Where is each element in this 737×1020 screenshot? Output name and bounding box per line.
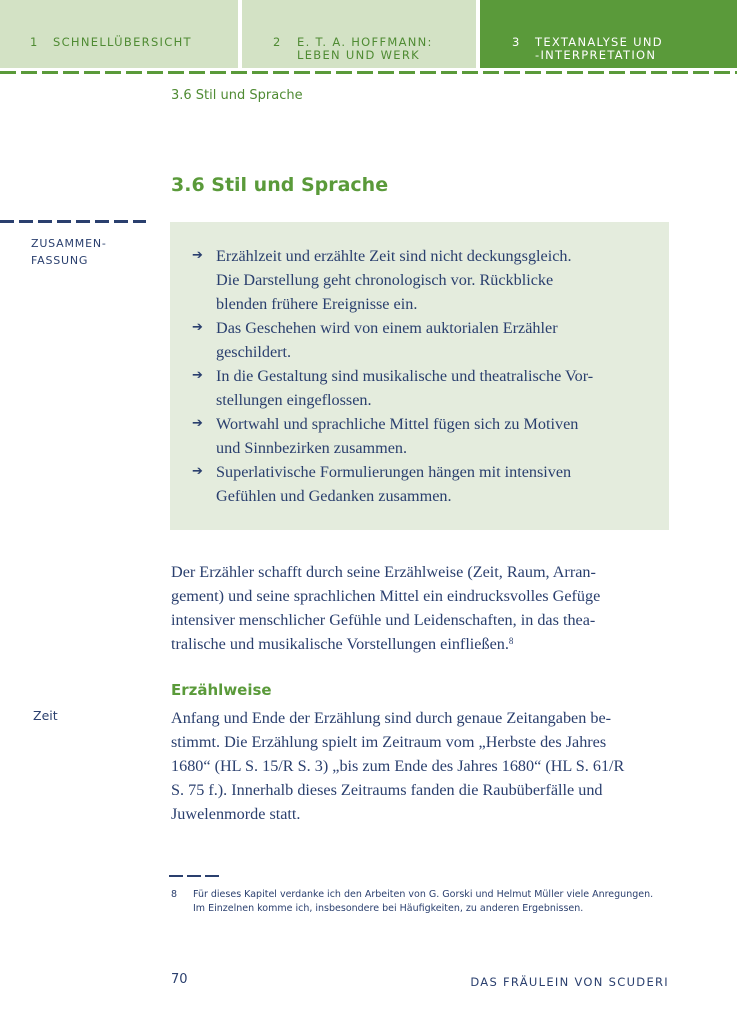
footnote: [171, 888, 669, 916]
summary-item: [192, 412, 645, 460]
paragraph-line: Der Erzähler schafft durch seine Erzählweise (Zeit, Raum, Arran-: [171, 563, 596, 581]
summary-line: geschildert.: [216, 343, 292, 361]
paragraph-line: gement) und seine sprachlichen Mittel ein eindrucksvolles Gefüge: [171, 587, 601, 605]
tab-number: 3: [512, 35, 521, 49]
paragraph-line: S. 75 f.). Innerhalb dieses Zeitraums fanden die Raubüberfälle und: [171, 781, 603, 799]
summary-line: blenden frühere Ereignisse ein.: [216, 295, 418, 313]
tab-number: 1: [30, 35, 39, 49]
page-number: 70: [171, 972, 188, 987]
paragraph-line: Anfang und Ende der Erzählung sind durch genaue Zeitangaben be-: [171, 709, 612, 727]
tab-schnelluebersicht[interactable]: [0, 0, 238, 68]
margin-label-line: FASSUNG: [31, 254, 89, 267]
summary-line: Superlativische Formulierungen hängen mit intensiven: [216, 463, 572, 481]
tab-textanalyse-active[interactable]: [480, 0, 737, 68]
summary-item: [192, 460, 645, 508]
tab-number: 2: [273, 35, 282, 49]
tab-label-line: TEXTANALYSE UND: [535, 35, 663, 49]
footnote-line: Für dieses Kapitel verdanke ich den Arbeiten von G. Gorski und Helmut Müller viele Anregungen.: [193, 889, 654, 900]
paragraph-line: Juwelenmorde statt.: [171, 805, 301, 823]
footnote-reference[interactable]: 8: [508, 636, 514, 646]
tab-label-line: LEBEN UND WERK: [297, 48, 420, 62]
summary-line: Wortwahl und sprachliche Mittel fügen sich zu Motiven: [216, 415, 579, 433]
arrow-right-icon: ➔: [192, 464, 203, 479]
margin-dashed-rule: [0, 220, 146, 223]
paragraph-line: 1680“ (HL S. 15/R S. 3) „bis zum Ende des Jahres 1680“ (HL S. 61/R: [171, 757, 625, 775]
arrow-right-icon: ➔: [192, 368, 203, 383]
book-title: DAS FRÄULEIN VON SCUDERI: [470, 975, 669, 989]
summary-item: [192, 364, 645, 412]
subheading: Erzählweise: [171, 681, 272, 699]
paragraph-line: stimmt. Die Erzählung spielt im Zeitraum vom „Herbste des Jahres: [171, 733, 607, 751]
tab-label-line: -INTERPRETATION: [535, 48, 657, 62]
tab-label: [297, 36, 433, 62]
summary-line: stellungen eingeflossen.: [216, 391, 372, 409]
summary-line: und Sinnbezirken zusammen.: [216, 439, 408, 457]
footnote-line: Im Einzelnen komme ich, insbesondere bei Häufigkeiten, zu anderen Ergebnissen.: [193, 903, 584, 914]
summary-line: Gefühlen und Gedanken zusammen.: [216, 487, 452, 505]
summary-line: Erzählzeit und erzählte Zeit sind nicht deckungsgleich.: [216, 247, 572, 265]
tab-label-line: E. T. A. HOFFMANN:: [297, 35, 433, 49]
paragraph-line: tralische und musikalische Vorstellungen einfließen.: [171, 635, 509, 653]
body-paragraph: [171, 560, 669, 656]
tab-label-line: SCHNELLÜBERSICHT: [53, 35, 192, 49]
header-dashed-rule: [0, 71, 737, 74]
footnote-dashed-rule: [169, 875, 219, 877]
summary-item: [192, 316, 645, 364]
summary-item: [192, 244, 645, 316]
footnote-number: 8: [171, 889, 178, 900]
margin-label-time: Zeit: [33, 708, 58, 723]
body-paragraph: [171, 706, 669, 826]
tab-leben-und-werk[interactable]: [242, 0, 476, 68]
summary-box: [170, 222, 669, 530]
summary-line: In die Gestaltung sind musikalische und theatralische Vor-: [216, 367, 594, 385]
paragraph-line: intensiver menschlicher Gefühle und Leidenschaften, in das thea-: [171, 611, 596, 629]
margin-label-line: ZUSAMMEN-: [31, 237, 107, 250]
arrow-right-icon: ➔: [192, 320, 203, 335]
tab-label: [53, 36, 192, 49]
tab-label: [535, 36, 663, 62]
chapter-tabs: [0, 0, 737, 70]
section-heading: 3.6 Stil und Sprache: [171, 174, 389, 196]
running-head: 3.6 Stil und Sprache: [171, 88, 303, 103]
arrow-right-icon: ➔: [192, 248, 203, 263]
margin-label-summary: [31, 235, 107, 269]
summary-line: Das Geschehen wird von einem auktorialen Erzähler: [216, 319, 558, 337]
summary-line: Die Darstellung geht chronologisch vor. Rückblicke: [216, 271, 554, 289]
arrow-right-icon: ➔: [192, 416, 203, 431]
footnote-text: [193, 888, 669, 916]
